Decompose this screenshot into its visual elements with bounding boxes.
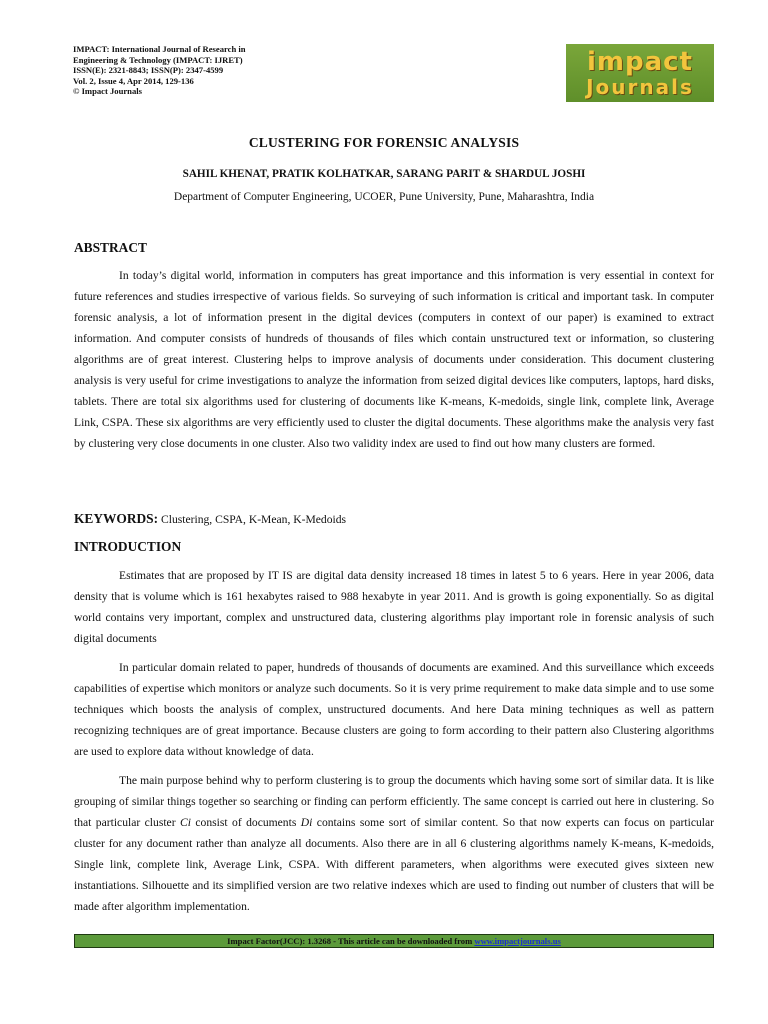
logo-text-bottom: Journals	[586, 75, 694, 99]
intro-paragraph-2: In particular domain related to paper, hundreds of thousands of documents are examined. And this surveillance which exceeds capabilities of expertise which monitors or analyze such documents. So it is very prime requirement to make data simple and to use some techniques which boosts the analysis of complex, unstructured documents. And here Data mining techniques as well as pattern recognizing techniques are of great importance. Because clusters are going to form according to their pattern also Clustering algorithms are used to explore data without knowledge of data.	[74, 661, 714, 758]
keywords-label: KEYWORDS:	[74, 511, 159, 526]
impact-journals-logo	[566, 44, 714, 102]
abstract-heading: ABSTRACT	[74, 240, 147, 255]
journal-info	[73, 44, 333, 97]
footer-text: Impact Factor(JCC): 1.3268 - This article can be downloaded from	[227, 936, 475, 946]
journal-line: © Impact Journals	[73, 86, 142, 97]
paper-authors: SAHIL KHENAT, PRATIK KOLHATKAR, SARANG PARIT & SHARDUL JOSHI	[182, 168, 586, 180]
journal-line: Vol. 2, Issue 4, Apr 2014, 129-136	[73, 75, 194, 86]
footer-link[interactable]: www.impactjournals.us	[474, 936, 561, 946]
journal-line: Engineering & Technology (IMPACT: IJRET)	[73, 54, 243, 65]
intro-paragraph-3: The main purpose behind why to perform clustering is to group the documents which having some sort of similar data. It is like grouping of similar things together so searching or finding can perform efficiently. The same concept is carried out here in clustering. So that particular cluster Ci consist of documents Di contains some sort of similar content. So that now experts can focus on particular cluster for any document rather than analyze all documents. Also there are in all 6 clustering algorithms namely K-means, K-medoids, Single link, complete link, Average Link, CSPA. With different parameters, when algorithms were executed gives sixteen new instantiations. Silhouette and its simplified version are two relative indexes which are used to finding out number of clusters that will be made after algorithm implementation.	[74, 774, 715, 913]
journal-line: ISSN(E): 2321-8843; ISSN(P): 2347-4599	[73, 65, 224, 76]
abstract-text: In today’s digital world, information in computers has great importance and this information is very essential in context for future references and studies irrespective of various fields. So surveying of such information is critical and important task. In computer forensic analysis, a lot of information present in the digital devices (computers in context of our paper) is examined to extract information. And computer consists of hundreds of thousands of files which contain unstructured text or information, so clustering algorithms are of great interest. Clustering helps to improve analysis of documents under consideration. This document clustering analysis is very useful for crime investigations to analyze the information from seized digital devices like computers, laptops, hard disks, tablets. There are total six algorithms used for clustering of documents like K-means, K-medoids, single link, complete link, Average Link, CSPA. These six algorithms are very efficiently used to cluster the digital documents. These algorithms make the analysis very fast by clustering very close documents in one cluster. Also two validity index are used to find out how many clusters are formed.	[74, 269, 714, 450]
paper-affiliation: Department of Computer Engineering, UCOER, Pune University, Pune, Maharashtra, India	[173, 191, 595, 203]
keywords	[74, 511, 346, 527]
logo-text-top: impact	[586, 47, 693, 77]
footer-banner	[74, 934, 714, 948]
intro-paragraph-1: Estimates that are proposed by IT IS are digital data density increased 18 times in latest 5 to 6 years. Here in year 2006, data density that is volume which is 161 hexabytes raised to 988 hexabyte in year 2011. And is growth is going exponentially. So as digital world contains very important, complex and unstructured data, clustering algorithms play important role in forensic analysis of such digital documents	[74, 569, 714, 645]
keywords-text: Clustering, CSPA, K-Mean, K-Medoids	[160, 513, 347, 526]
introduction-heading: INTRODUCTION	[74, 539, 182, 554]
paper-title: CLUSTERING FOR FORENSIC ANALYSIS	[248, 135, 520, 150]
journal-line: IMPACT: International Journal of Research in	[73, 44, 246, 54]
